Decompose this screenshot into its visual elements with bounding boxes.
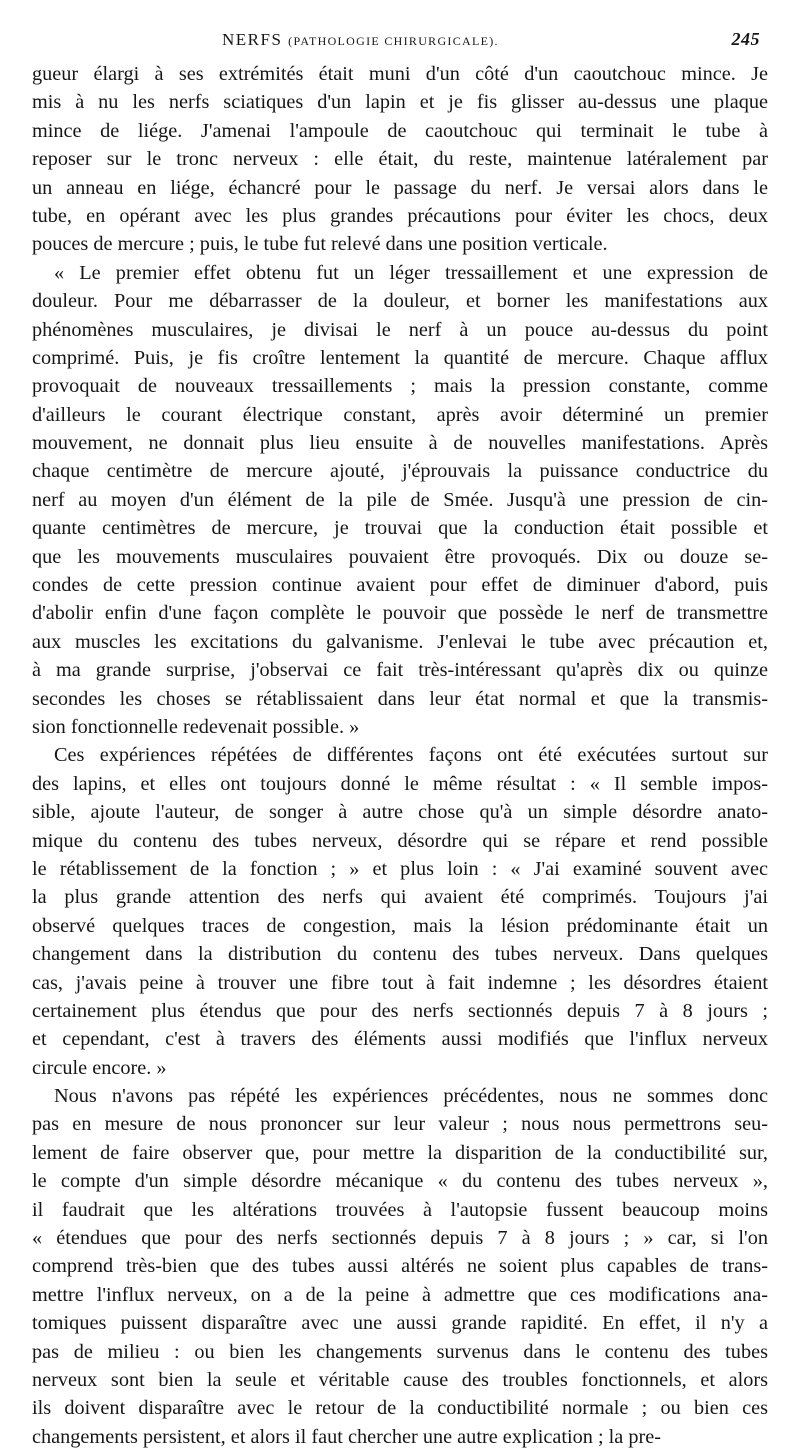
text-line: mouvement, ne donnait plus lieu ensuite à de nouvelles manifestations. Après xyxy=(32,432,768,455)
text-line: nerf au moyen d'un élément de la pile de Smée. Jusqu'à une pression de cin- xyxy=(32,488,768,511)
text-line: cas, j'avais peine à trouver une fibre tout à fait indemne ; les désordres étaient xyxy=(32,971,768,994)
text-line: secondes les choses se rétablissaient dans leur état normal et que la transmis- xyxy=(32,687,768,710)
text-line: chaque centimètre de mercure ajouté, j'éprouvais la puissance conductrice du xyxy=(32,460,768,483)
text-line: phénomènes musculaires, je divisai le nerf à un pouce au-dessus du point xyxy=(32,318,768,341)
text-line: condes de cette pression continue avaient pour effet de diminuer d'abord, puis xyxy=(32,574,768,597)
text-line: pas en mesure de nous prononcer sur leur valeur ; nous nous permettrons seu- xyxy=(32,1113,768,1136)
text-line: comprimé. Puis, je fis croître lentement la quantité de mercure. Chaque afflux xyxy=(32,346,768,369)
page-number: 245 xyxy=(731,29,760,49)
text-line: mettre l'influx nerveux, on a de la peine à admettre que ces modifications ana- xyxy=(32,1283,768,1306)
text-line: observé quelques traces de congestion, mais la lésion prédominante était un xyxy=(32,914,768,937)
paragraph-first-effect xyxy=(32,259,768,742)
text-line: pas de milieu : ou bien les changements survenus dans le contenu des tubes xyxy=(32,1340,768,1363)
text-line: mique du contenu des tubes nerveux, désordre qui se répare et rend possible xyxy=(32,829,768,852)
text-line: aux muscles les excitations du galvanisme. J'enlevai le tube avec précaution et, xyxy=(32,630,768,653)
text-line: la plus grande attention des nerfs qui avaient été comprimés. Toujours j'ai xyxy=(32,886,768,909)
text-line: sion fonctionnelle redevenait possible. » xyxy=(32,715,360,738)
paragraph-repeated-experiments xyxy=(32,741,768,1082)
text-line: gueur élargi à ses extrémités était muni d'un côté d'un caoutchouc mince. Je xyxy=(32,63,768,85)
text-line: Ces expériences répétées de différentes façons ont été exécutées surtout sur xyxy=(54,744,768,767)
running-head xyxy=(32,0,768,58)
text-line: lement de faire observer que, pour mettre la disparition de la conductibilité sur, xyxy=(32,1141,768,1164)
text-line: tube, en opérant avec les plus grandes précautions pour éviter les chocs, deux xyxy=(32,204,768,227)
text-line: quante centimètres de mercure, je trouvai que la conduction était possible et xyxy=(32,517,768,540)
text-line: circule encore. » xyxy=(32,1056,167,1079)
text-line: provoquait de nouveaux tressaillements ; mais la pression constante, comme xyxy=(32,375,768,398)
text-line: pouces de mercure ; puis, le tube fut relevé dans une position verticale. xyxy=(32,233,608,256)
text-line: que les mouvements musculaires pouvaient être provoqués. Dix ou douze se- xyxy=(32,545,768,568)
paragraph-authors-commentary xyxy=(32,1082,768,1451)
text-line: ils doivent disparaître avec le retour de la conductibilité normale ; ou bien ces xyxy=(32,1397,768,1420)
text-line: changement dans la distribution du contenu des tubes nerveux. Dans quelques xyxy=(32,943,768,966)
text-line: certainement plus étendus que pour des nerfs sectionnés depuis 7 à 8 jours ; xyxy=(32,999,768,1022)
text-line: il faudrait que les altérations trouvées à l'autopsie fussent beaucoup moins xyxy=(32,1198,768,1221)
text-line: le rétablissement de la fonction ; » et plus loin : « J'ai examiné souvent avec xyxy=(32,857,768,880)
text-line: d'ailleurs le courant électrique constant, après avoir déterminé un premier xyxy=(32,403,768,426)
running-head-main: NERFS xyxy=(222,30,283,49)
paragraph-experiment-setup xyxy=(32,60,768,259)
text-line: d'abolir enfin d'une façon complète le pouvoir que possède le nerf de transmettre xyxy=(32,602,768,625)
text-line: un anneau en liége, échancré pour le passage du nerf. Je versai alors dans le xyxy=(32,176,768,199)
book-page xyxy=(32,0,768,1448)
text-line: « Le premier effet obtenu fut un léger tressaillement et une expression de xyxy=(54,261,768,284)
text-line: sible, ajoute l'auteur, de songer à autre chose qu'à un simple désordre anato- xyxy=(32,801,768,824)
text-line: Nous n'avons pas répété les expériences précédentes, nous ne sommes donc xyxy=(54,1085,768,1108)
text-line: comprend très-bien que des tubes aussi altérés ne soient plus capables de trans- xyxy=(32,1255,768,1278)
text-line: nerveux sont bien la seule et véritable cause des troubles fonctionnels, et alors xyxy=(32,1368,768,1391)
text-line: mince de liége. J'amenai l'ampoule de caoutchouc qui terminait le tube à xyxy=(32,119,768,142)
running-head-title xyxy=(222,30,499,50)
text-line: changements persistent, et alors il faut chercher une autre explication ; la pre- xyxy=(32,1425,662,1448)
text-line: « étendues que pour des nerfs sectionnés depuis 7 à 8 jours ; » car, si l'on xyxy=(32,1227,768,1250)
text-line: des lapins, et elles ont toujours donné le même résultat : « Il semble impos- xyxy=(32,772,768,795)
text-line: mis à nu les nerfs sciatiques d'un lapin et je fis glisser au-dessus une plaque xyxy=(32,91,768,114)
text-line: à ma grande surprise, j'observai ce fait très-intéressant qu'après dix ou quinze xyxy=(32,659,768,682)
text-line: le compte d'un simple désordre mécanique « du contenu des tubes nerveux », xyxy=(32,1170,768,1193)
text-line: et cependant, c'est à travers des éléments aussi modifiés que l'influx nerveux xyxy=(32,1028,768,1051)
body-text xyxy=(32,60,768,1451)
text-line: reposer sur le tronc nerveux : elle était, du reste, maintenue latéralement par xyxy=(32,148,768,171)
running-head-subtitle: (PATHOLOGIE CHIRURGICALE). xyxy=(288,34,499,48)
text-line: douleur. Pour me débarrasser de la douleur, et borner les manifestations aux xyxy=(32,290,768,313)
text-line: tomiques puissent disparaître avec une aussi grande rapidité. En effet, il n'y a xyxy=(32,1312,768,1335)
